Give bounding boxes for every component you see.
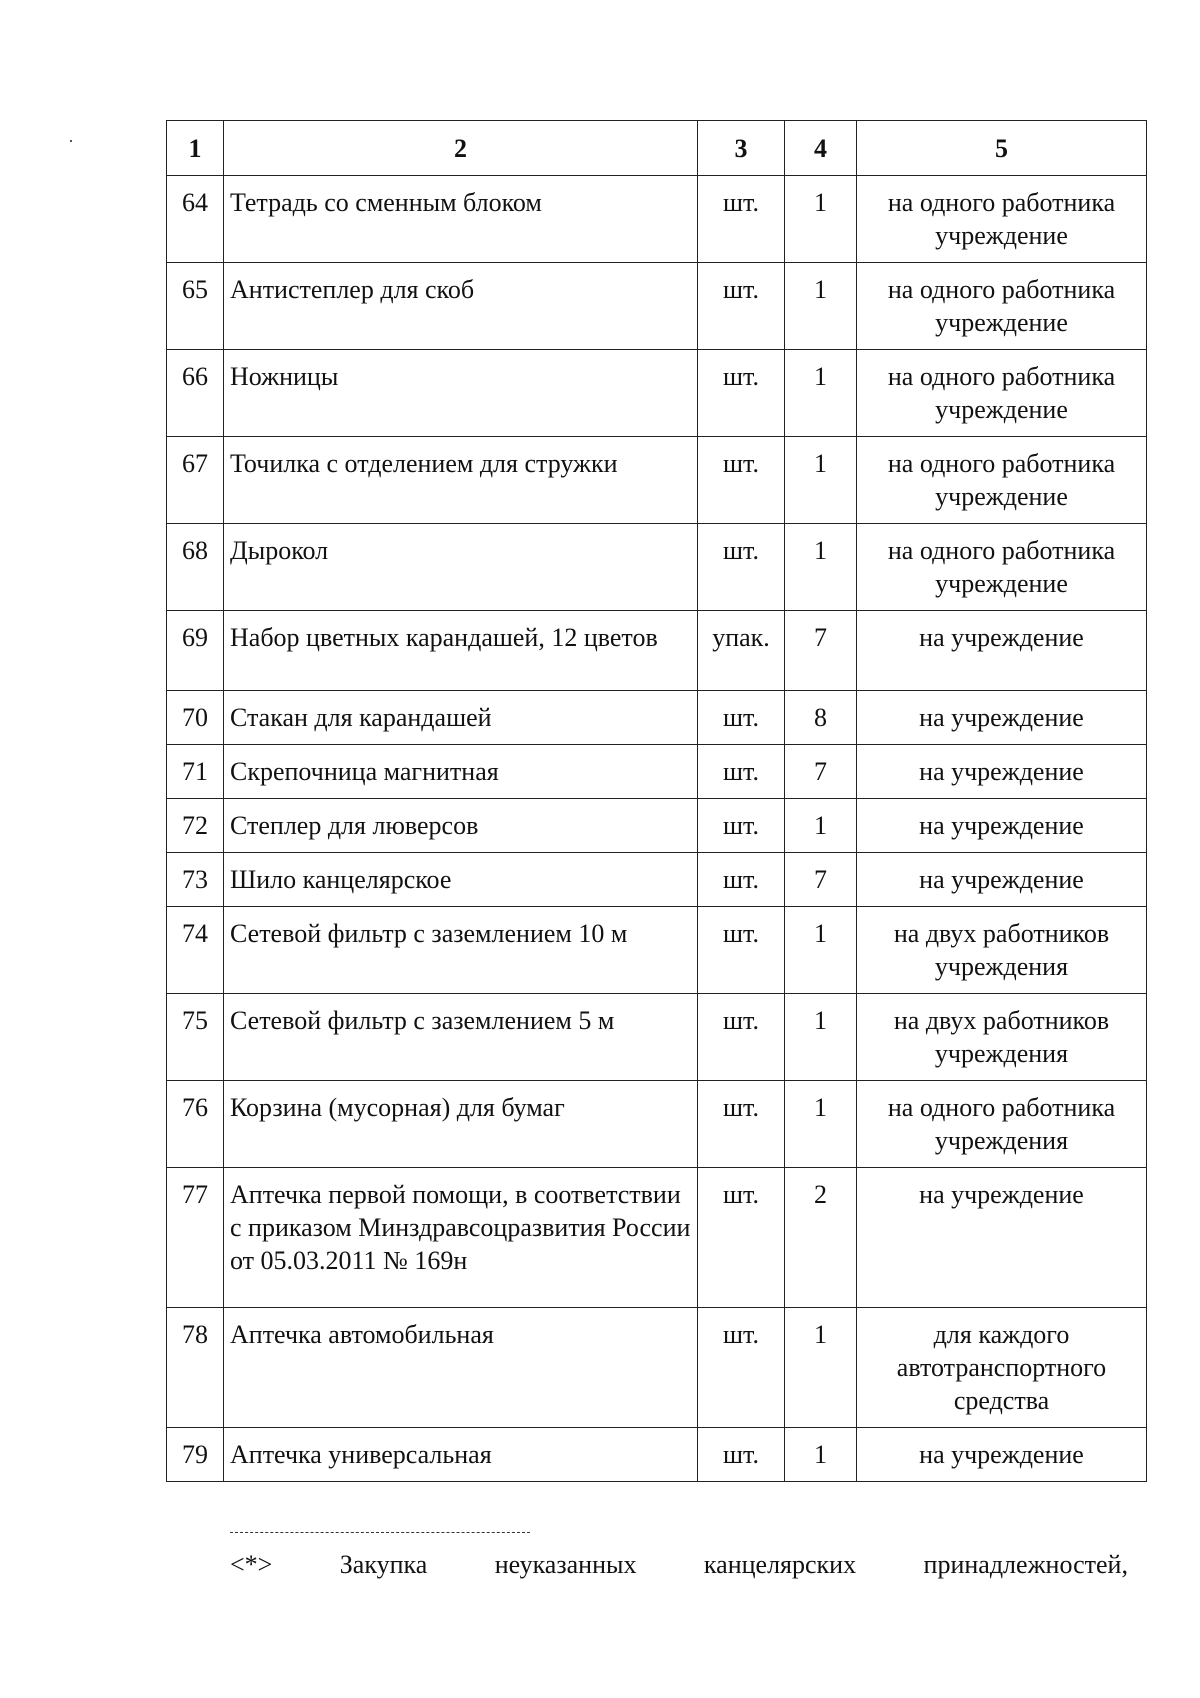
- item-name: Степлер для люверсов: [224, 799, 698, 853]
- header-col-4: 4: [785, 121, 857, 176]
- unit-of-measure: шт.: [698, 994, 785, 1081]
- unit-of-measure: шт.: [698, 350, 785, 437]
- quantity: 2: [785, 1168, 857, 1308]
- item-name: Корзина (мусорная) для бумаг: [224, 1081, 698, 1168]
- table-row: [167, 994, 1147, 1081]
- row-number: 79: [167, 1428, 224, 1482]
- unit-of-measure: упак.: [698, 611, 785, 691]
- footnote-word: неуказанных: [494, 1550, 637, 1579]
- supplies-table: [166, 120, 1147, 1482]
- allocation-basis: на учреждение: [857, 1428, 1147, 1482]
- quantity: 1: [785, 350, 857, 437]
- supplies-table-container: [166, 120, 1146, 1482]
- unit-of-measure: шт.: [698, 524, 785, 611]
- quantity: 1: [785, 1308, 857, 1428]
- allocation-basis: на учреждение: [857, 745, 1147, 799]
- footnote: [230, 1548, 1128, 1582]
- table-row: [167, 1168, 1147, 1308]
- quantity: 1: [785, 437, 857, 524]
- allocation-basis: на учреждение: [857, 691, 1147, 745]
- table-row: [167, 437, 1147, 524]
- quantity: 7: [785, 745, 857, 799]
- allocation-basis: на одного работника учреждение: [857, 263, 1147, 350]
- quantity: 8: [785, 691, 857, 745]
- footnote-marker: <*>: [230, 1550, 273, 1579]
- table-row: [167, 176, 1147, 263]
- row-number: 75: [167, 994, 224, 1081]
- item-name: Скрепочница магнитная: [224, 745, 698, 799]
- table-row: [167, 853, 1147, 907]
- footnote-separator: [230, 1532, 530, 1533]
- row-number: 70: [167, 691, 224, 745]
- item-name: Сетевой фильтр с заземлением 5 м: [224, 994, 698, 1081]
- footnote-word: Закупка: [339, 1550, 428, 1579]
- table-row: [167, 745, 1147, 799]
- item-name: Аптечка первой помощи, в соответствии с приказом Минздравсоцразвития России от 05.03.2011 № 169н: [224, 1168, 698, 1308]
- row-number: 77: [167, 1168, 224, 1308]
- allocation-basis: на одного работника учреждение: [857, 350, 1147, 437]
- unit-of-measure: шт.: [698, 745, 785, 799]
- item-name: Сетевой фильтр с заземлением 10 м: [224, 907, 698, 994]
- row-number: 69: [167, 611, 224, 691]
- unit-of-measure: шт.: [698, 853, 785, 907]
- quantity: 1: [785, 799, 857, 853]
- item-name: Набор цветных карандашей, 12 цветов: [224, 611, 698, 691]
- row-number: 74: [167, 907, 224, 994]
- table-row: [167, 611, 1147, 691]
- item-name: Ножницы: [224, 350, 698, 437]
- unit-of-measure: шт.: [698, 799, 785, 853]
- item-name: Аптечка универсальная: [224, 1428, 698, 1482]
- table-row: [167, 1081, 1147, 1168]
- table-row: [167, 691, 1147, 745]
- table-row: [167, 1308, 1147, 1428]
- item-name: Стакан для карандашей: [224, 691, 698, 745]
- item-name: Точилка с отделением для стружки: [224, 437, 698, 524]
- unit-of-measure: шт.: [698, 1308, 785, 1428]
- table-row: [167, 350, 1147, 437]
- table-row: [167, 524, 1147, 611]
- table-body: [167, 176, 1147, 1482]
- header-col-5: 5: [857, 121, 1147, 176]
- table-row: [167, 907, 1147, 994]
- item-name: Антистеплер для скоб: [224, 263, 698, 350]
- allocation-basis: на одного работника учреждение: [857, 437, 1147, 524]
- allocation-basis: на двух работников учреждения: [857, 907, 1147, 994]
- unit-of-measure: шт.: [698, 1081, 785, 1168]
- table-header: [167, 121, 1147, 176]
- unit-of-measure: шт.: [698, 1428, 785, 1482]
- allocation-basis: на учреждение: [857, 611, 1147, 691]
- item-name: Тетрадь со сменным блоком: [224, 176, 698, 263]
- row-number: 78: [167, 1308, 224, 1428]
- unit-of-measure: шт.: [698, 1168, 785, 1308]
- footnote-word: принадлежностей,: [923, 1550, 1128, 1579]
- quantity: 1: [785, 524, 857, 611]
- allocation-basis: на одного работника учреждение: [857, 176, 1147, 263]
- unit-of-measure: шт.: [698, 263, 785, 350]
- unit-of-measure: шт.: [698, 437, 785, 524]
- item-name: Дырокол: [224, 524, 698, 611]
- quantity: 7: [785, 853, 857, 907]
- row-number: 71: [167, 745, 224, 799]
- header-col-1: 1: [167, 121, 224, 176]
- allocation-basis: на одного работника учреждения: [857, 1081, 1147, 1168]
- unit-of-measure: шт.: [698, 691, 785, 745]
- table-row: [167, 263, 1147, 350]
- allocation-basis: для каждого автотранспортного средства: [857, 1308, 1147, 1428]
- allocation-basis: на учреждение: [857, 853, 1147, 907]
- header-row: [167, 121, 1147, 176]
- row-number: 73: [167, 853, 224, 907]
- row-number: 64: [167, 176, 224, 263]
- row-number: 72: [167, 799, 224, 853]
- item-name: Шило канцелярское: [224, 853, 698, 907]
- header-col-2: 2: [224, 121, 698, 176]
- allocation-basis: на двух работников учреждения: [857, 994, 1147, 1081]
- scan-speck: [70, 140, 72, 142]
- footnote-word: канцелярских: [703, 1550, 857, 1579]
- quantity: 1: [785, 907, 857, 994]
- header-col-3: 3: [698, 121, 785, 176]
- row-number: 67: [167, 437, 224, 524]
- allocation-basis: на одного работника учреждение: [857, 524, 1147, 611]
- quantity: 1: [785, 994, 857, 1081]
- allocation-basis: на учреждение: [857, 1168, 1147, 1308]
- table-row: [167, 1428, 1147, 1482]
- table-row: [167, 799, 1147, 853]
- quantity: 1: [785, 1081, 857, 1168]
- row-number: 65: [167, 263, 224, 350]
- unit-of-measure: шт.: [698, 907, 785, 994]
- row-number: 76: [167, 1081, 224, 1168]
- quantity: 1: [785, 176, 857, 263]
- allocation-basis: на учреждение: [857, 799, 1147, 853]
- unit-of-measure: шт.: [698, 176, 785, 263]
- quantity: 1: [785, 263, 857, 350]
- quantity: 1: [785, 1428, 857, 1482]
- row-number: 68: [167, 524, 224, 611]
- row-number: 66: [167, 350, 224, 437]
- quantity: 7: [785, 611, 857, 691]
- item-name: Аптечка автомобильная: [224, 1308, 698, 1428]
